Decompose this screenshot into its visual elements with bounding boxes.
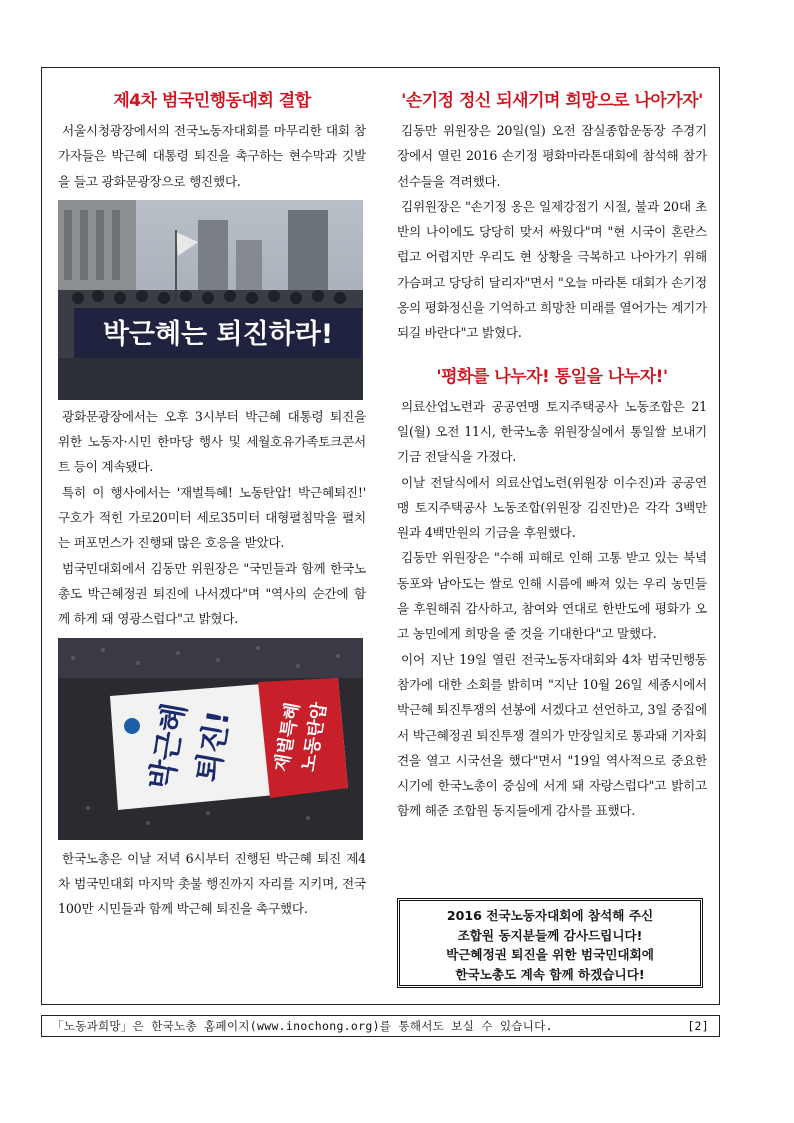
photo2-banner-line: 재벌특혜: [271, 700, 304, 773]
article-paragraph: 광화문광장에서는 오후 3시부터 박근혜 대통령 퇴진을 위한 노동자·시민 한마당 행사 및 세월호유가족토크콘서트 등이 계속됐다.: [58, 408, 366, 475]
article-paragraph: 범국민대회에서 김동만 위원장은 "국민들과 함께 한국노총도 박근혜정권 퇴진에 나서겠다"며 "역사의 순간에 함께 하게 돼 영광스럽다"고 밝혔다.: [58, 560, 366, 627]
page-frame: [41, 67, 720, 1005]
photo2-banner-line: 퇴진!: [190, 707, 238, 785]
article-paragraph: 특히 이 행사에서는 '재벌특혜! 노동탄압! 박근혜퇴진!' 구호가 적힌 가로20미터 세로35미터 대형펼침막을 펼치는 퍼포먼스가 진행돼 많은 호응을 받았다.: [58, 484, 366, 551]
headline-marathon: '손기정 정신 되새기며 희망으로 나아가자': [401, 91, 703, 111]
article-paragraph: 김동만 위원장은 "수해 피해로 인해 고통 받고 있는 북녘 동포와 남아도는 쌀로 인해 시름에 빠져 있는 우리 농민들을 후원해줘 감사하고, 참여와 연대로 한반도에 평화가 오고 농민에게 희망을 줄 것을 기대한다"고 말했다.: [397, 550, 707, 642]
article-paragraph: 김동만 위원장은 20일(일) 오전 잠실종합운동장 주경기장에서 열린 2016 손기정 평화마라톤대회에 참석해 참가선수들을 격려했다.: [397, 123, 707, 189]
page-footer: [41, 1015, 720, 1037]
article-paragraph: 한국노총은 이날 저녁 6시부터 진행된 박근혜 퇴진 제4차 범국민대회 마지막 촛불 행진까지 자리를 지키며, 전국 100만 시민들과 함께 박근혜 퇴진을 촉구했다.: [58, 850, 366, 917]
headline-unification: '평화를 나누자! 통일을 나누자!': [436, 366, 668, 387]
notice-line: 조합원 동지분들께 감사드립니다!: [457, 927, 643, 943]
thank-you-notice: [397, 898, 703, 988]
headline-rally: 제4차 범국민행동대회 결합: [113, 91, 311, 111]
footer-text: 「노동과희망」은 한국노총 홈페이지(www.inochong.org)를 통해서도 보실 수 있습니다.: [52, 1019, 553, 1033]
photo2-banner-line: 박근혜: [143, 700, 194, 792]
article-paragraph: 의료산업노련과 공공연맹 토지주택공사 노동조합은 21일(월) 오전 11시, 한국노총 위원장실에서 통일쌀 보내기 기금 전달식을 가졌다.: [397, 398, 707, 465]
left-column: [58, 68, 366, 921]
right-column: [397, 68, 707, 824]
page-number: [2]: [687, 1019, 709, 1033]
notice-line: 한국노총도 계속 함께 하겠습니다!: [455, 966, 645, 982]
article-paragraph: 김위원장은 "손기정 옹은 일제강점기 시절, 불과 20대 초반의 나이에도 당당히 맞서 싸웠다"며 "현 시국이 혼란스럽고 어렵지만 우리도 현 상황을 극복하고 나아가기 위해 가슴펴고 당당히 달리자"면서 "오늘 마라톤 대회가 손기정 옹의 평화정신을 기억하고 희망찬 미래를 열어가는 계기가 되길 바란다"고 밝혔다.: [397, 198, 707, 341]
photo2-banner-line: 노동탄압: [298, 700, 331, 773]
march-photo: [58, 200, 363, 400]
article-paragraph: 서울시청광장에서의 전국노동자대회를 마무리한 대회 참가자들은 박근혜 대통령 퇴진을 촉구하는 현수막과 깃발을 들고 광화문광장으로 행진했다.: [58, 123, 366, 189]
article-paragraph: 이날 전달식에서 의료산업노련(위원장 이수진)과 공공연맹 토지주택공사 노동조합(위원장 김진만)은 각각 3백만원과 4백만원의 기금을 후원했다.: [397, 474, 707, 541]
article-paragraph: 이어 지난 19일 열린 전국노동자대회와 4차 범국민행동 참가에 대한 소회를 밝히며 "지난 10월 26일 세종시에서 박근혜 퇴진투쟁의 선봉에 서겠다고 선언하고, 3일 중집에서 박근혜정권 퇴진투쟁 결의가 만장일치로 통과돼 기자회견을 열고 시국선을 했다"면서 "19일 역사적으로 중요한 시기에 한국노총이 중심에 서게 돼 자랑스럽다"고 밝히고 함께 해준 조합원 동지들에게 감사를 표했다.: [397, 651, 707, 819]
notice-line: 박근혜정권 퇴진을 위한 범국민대회에: [446, 947, 654, 962]
photo1-banner-text: 박근혜는 퇴진하라!: [102, 318, 334, 350]
notice-line: 2016 전국노동자대회에 참석해 주신: [446, 908, 654, 923]
crowd-banner-photo: [58, 638, 363, 840]
